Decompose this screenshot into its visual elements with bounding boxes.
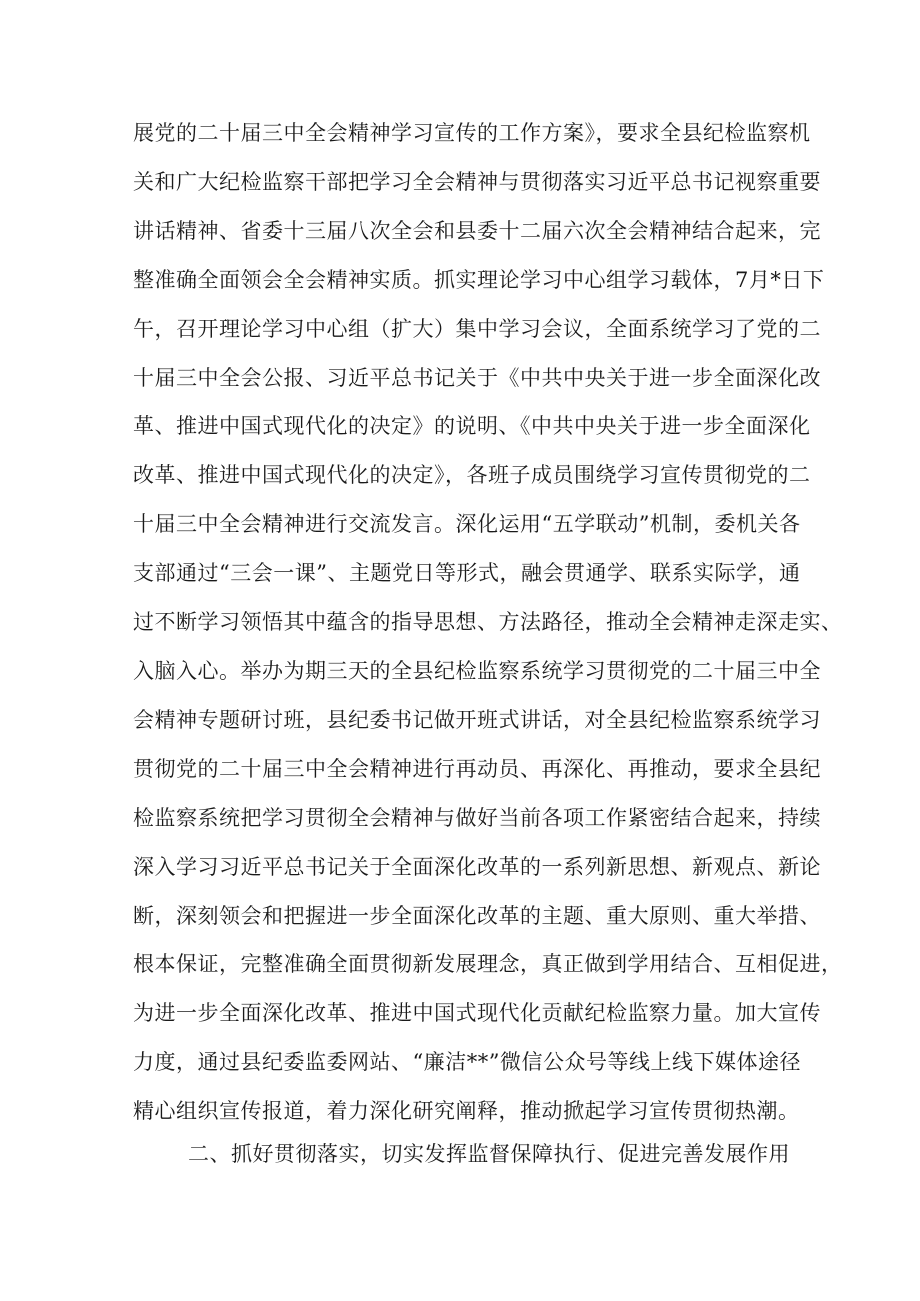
paragraph-line: 入脑入心。举办为期三天的全县纪检监察系统学习贯彻党的二十届三中全 xyxy=(133,658,821,683)
paragraph-line: 为进一步全面深化改革、推进中国式现代化贡献纪检监察力量。加大宣传 xyxy=(133,1001,821,1026)
paragraph-line: 改革、推进中国式现代化的决定》，各班子成员围绕学习宣传贯彻党的二 xyxy=(133,463,811,488)
paragraph-line: 展党的二十届三中全会精神学习宣传的工作方案》，要求全县纪检监察机 xyxy=(133,121,811,145)
paragraph-line: 断，深刻领会和把握进一步全面深化改革的主题、重大原则、重大举措、 xyxy=(133,903,821,928)
body-paragraph xyxy=(133,109,843,1136)
paragraph-line: 革、推进中国式现代化的决定》的说明、《中共中央关于进一步全面深化 xyxy=(133,414,811,439)
paragraph-line: 深入学习习近平总书记关于全面深化改革的一系列新思想、新观点、新论 xyxy=(133,854,821,879)
paragraph-line: 过不断学习领悟其中蕴含的指导思想、方法路径，推动全会精神走深走实、 xyxy=(133,610,843,635)
paragraph-line: 贯彻党的二十届三中全会精神进行再动员、再深化、再推动，要求全县纪 xyxy=(133,756,821,781)
paragraph-line: 根本保证，完整准确全面贯彻新发展理念，真正做到学用结合、互相促进， xyxy=(133,952,843,977)
section-heading: 二、抓好贯彻落实，切实发挥监督保障执行、促进完善发展作用 xyxy=(188,1142,790,1166)
paragraph-line: 会精神专题研讨班，县纪委书记做开班式讲话，对全县纪检监察系统学习 xyxy=(133,707,821,732)
paragraph-line: 讲话精神、省委十三届八次全会和县委十二届六次全会精神结合起来，完 xyxy=(133,218,821,243)
paragraph-line: 整准确全面领会全会精神实质。抓实理论学习中心组学习载体，7月*日下 xyxy=(133,267,825,292)
paragraph-line: 力度，通过县纪委监委网站、“廉洁**”微信公众号等线上线下媒体途径 xyxy=(133,1050,801,1075)
paragraph-line: 支部通过“三会一课”、主题党日等形式，融会贯通学、联系实际学，通 xyxy=(133,561,801,586)
paragraph-line: 检监察系统把学习贯彻全会精神与做好当前各项工作紧密结合起来，持续 xyxy=(133,805,821,830)
paragraph-line: 午，召开理论学习中心组（扩大）集中学习会议，全面系统学习了党的二 xyxy=(133,316,821,341)
paragraph-line: 精心组织宣传报道，着力深化研究阐释，推动掀起学习宣传贯彻热潮。 xyxy=(133,1099,800,1124)
paragraph-line: 十届三中全会精神进行交流发言。深化运用“五学联动”机制，委机关各 xyxy=(133,512,801,537)
paragraph-line: 关和广大纪检监察干部把学习全会精神与贯彻落实习近平总书记视察重要 xyxy=(133,169,821,194)
paragraph-line: 十届三中全会公报、习近平总书记关于《中共中央关于进一步全面深化改 xyxy=(133,365,821,390)
